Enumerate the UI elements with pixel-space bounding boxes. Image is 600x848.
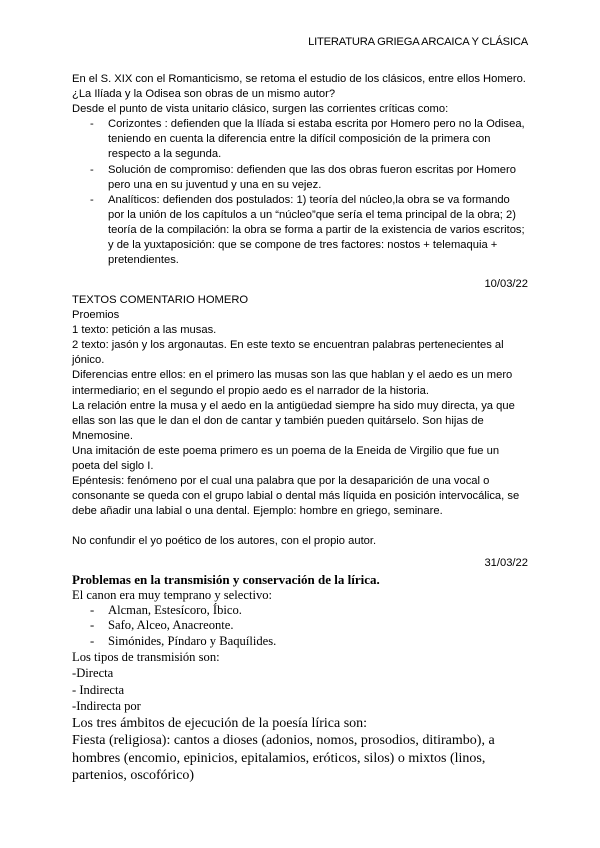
list-item: [72, 634, 528, 649]
paragraph: Los tipos de transmisión son:: [72, 649, 220, 664]
list-item-text: Simónides, Píndaro y Baquílides.: [108, 633, 277, 648]
canon-list: [72, 603, 528, 649]
paragraph: Una imitación de este poema primero es un poema de la Eneida de Virgilio que fue un poeta del siglo I.: [72, 444, 500, 473]
list-item: -Directa: [72, 666, 114, 681]
date-label: 10/03/22: [484, 278, 528, 290]
list-item: [72, 117, 528, 162]
dash-bullet: -: [90, 633, 95, 648]
paragraph: Diferencias entre ellos: en el primero las musas son las que hablan y el aedo es un mero intermediario; en el segundo el propio aedo es el narrador de la historia.: [72, 369, 513, 397]
paragraph: Epéntesis: fenómeno por el cual una palabra que por la desaparición de una vocal o consonante se queda con el grupo labial o dental más líquida en posición intervocálica, se debe añadir una labial o una dental. Ejemplo: hombre en griego, seminare.: [72, 475, 520, 518]
list-item-text: Analíticos: defienden dos postulados: 1) teoría del núcleo,la obra se va formando por la unión de los capítulos a un “núcleo”que sería el tema principal de la obra; 2) teoría de la compilación: la obra se forma a partir de la existencia de varios escritos; y de la yuxtaposición: que se compone de tres factores: nostos + telemaquia + pretendientes.: [108, 193, 525, 267]
list-item: [72, 618, 528, 633]
paragraph: Los tres ámbitos de ejecución de la poesía lírica son:: [72, 715, 368, 731]
section-homer-texts: [72, 293, 528, 550]
dash-bullet: -: [90, 603, 95, 618]
list-item: - Indirecta: [72, 682, 125, 697]
section-homer-question: [72, 72, 528, 268]
list-item-text: Safo, Alceo, Anacreonte.: [108, 618, 234, 633]
section-subtitle: Proemios: [72, 309, 120, 322]
list-item-text: Solución de compromiso: defienden que las dos obras fueron escritas por Homero pero una en su juventud y una en su vejez.: [108, 163, 516, 191]
critical-currents-list: [72, 117, 528, 268]
list-item: [72, 603, 528, 618]
section-lyric-transmission: [72, 572, 528, 785]
paragraph: Fiesta (religiosa): cantos a dioses (adonios, nomos, prosodios, ditirambo), a hombres (encomio, epinicios, epitalamios, eróticos, silos) o mixtos (linos, partenios, oscofórico): [72, 733, 495, 784]
paragraph: No confundir el yo poético de los autores, con el propio autor.: [72, 535, 377, 548]
paragraph: ¿La Ilíada y la Odisea son obras de un mismo autor?: [72, 88, 336, 101]
list-item: [72, 193, 528, 268]
list-item: -Indirecta por: [72, 699, 141, 714]
paragraph: El canon era muy temprano y selectivo:: [72, 588, 273, 602]
paragraph: 1 texto: petición a las musas.: [72, 324, 217, 337]
list-item: [72, 163, 528, 193]
paragraph: La relación entre la musa y el aedo en la antigüedad siempre ha sido muy directa, ya que ellas son las que le dan el don de cantar y también pueden quitárselo. Son hijas de Mnemosine.: [72, 399, 515, 442]
page-header: LITERATURA GRIEGA ARCAICA Y CLÁSICA: [308, 36, 528, 48]
list-item-text: Corizontes : defienden que la Ilíada si estaba escrita por Homero pero no la Odisea, teniendo en cuenta la diferencia entre la difícil composición de la primera con respecto a la segunda.: [108, 118, 525, 161]
paragraph: 2 texto: jasón y los argonautas. En este texto se encuentran palabras pertenecientes al jónico.: [72, 339, 504, 367]
dash-bullet: -: [90, 618, 95, 633]
dash-bullet: -: [90, 163, 94, 176]
paragraph: En el S. XIX con el Romanticismo, se retoma el estudio de los clásicos, entre ellos Homero.: [72, 73, 526, 85]
dash-bullet: -: [90, 193, 94, 206]
section-title: TEXTOS COMENTARIO HOMERO: [72, 294, 249, 306]
date-label: 31/03/22: [484, 557, 528, 569]
list-item-text: Alcman, Estesícoro, Íbico.: [108, 603, 242, 618]
section-heading: Problemas en la transmisión y conservación de la lírica.: [72, 572, 380, 587]
paragraph: Desde el punto de vista unitario clásico, surgen las corrientes críticas como:: [72, 103, 449, 116]
dash-bullet: -: [90, 118, 94, 131]
